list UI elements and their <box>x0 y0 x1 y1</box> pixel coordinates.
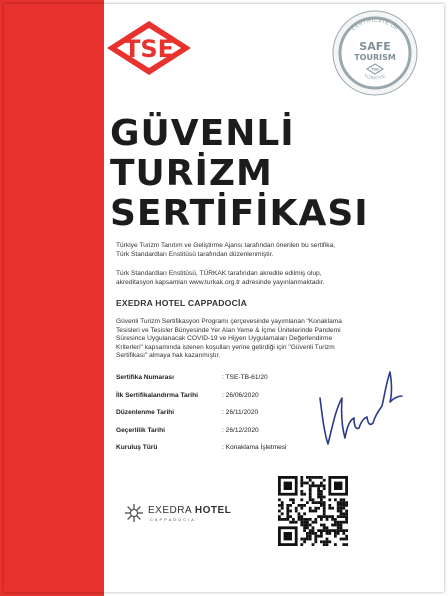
program-line5: Sertifikası" almaya hak kazanmıştır. <box>116 352 221 360</box>
badge-bottom-text: TÜRKİYE <box>363 73 387 81</box>
detail-label: Kuruluş Türü <box>116 444 158 451</box>
detail-label: Düzenlenme Tarihi <box>116 409 175 416</box>
detail-value: : TSE-TB-61/20 <box>222 374 268 381</box>
detail-label: Geçerlilik Tarihi <box>116 427 165 434</box>
program-line4: Kriterleri" kapsamında istenen koşulları yerine getirdiği için "Güvenli Turizm <box>116 343 335 351</box>
exedra-emblem-icon <box>124 503 144 523</box>
signature <box>312 368 404 452</box>
svg-text:TSE: TSE <box>371 66 379 72</box>
logo-word1: EXEDRA <box>148 504 192 516</box>
detail-value: : Konaklama İşletmesi <box>222 444 287 451</box>
qr-code <box>278 476 348 546</box>
intro-paragraph-1 <box>116 242 416 259</box>
badge-line1: SAFE <box>359 40 391 53</box>
tse-logo-text: TSE <box>123 35 175 63</box>
detail-value: : 26/11/2020 <box>222 409 259 416</box>
hotel-name: EXEDRA HOTEL CAPPADOCİA <box>116 298 247 308</box>
certificate-title <box>110 114 369 234</box>
title-line1: GÜVENLİ <box>110 113 295 154</box>
exedra-hotel-logo <box>124 503 231 523</box>
signature-stroke <box>320 372 402 444</box>
intro-paragraph-2 <box>116 270 416 287</box>
card-red-strip <box>4 4 104 592</box>
detail-value: : 26/12/2020 <box>222 427 259 434</box>
badge-line2: TOURISM <box>354 53 396 62</box>
program-line2: Tesisleri ve Tesisler Bünyesinde Yer Alan Yeme & İçme Ünitelerinde Pandemi <box>116 326 341 334</box>
program-paragraph <box>116 318 416 361</box>
title-line3: SERTİFİKASI <box>110 193 369 234</box>
detail-label: Sertifika Numarası <box>116 374 174 381</box>
detail-label: İlk Sertifikalandırma Tarihi <box>116 392 198 399</box>
badge-top-text: CERTIFICATE OF <box>350 17 400 33</box>
intro-p2-line1: Türk Standardları Enstitüsü, TÜRKAK tarafından akredite edilmiş olup, <box>116 270 322 277</box>
logo-word2: HOTEL <box>194 504 232 516</box>
intro-p1-line1: Türkiye Turizm Tanıtım ve Geliştirme Ajansı tarafından önerilen bu sertifika, <box>116 242 336 249</box>
logo-sub: CAPPADOCIA <box>150 516 196 522</box>
safe-tourism-badge <box>330 8 420 98</box>
title-line2: TURİZM <box>110 153 273 194</box>
program-line3: Süresince Uygulanacak COVID-19 ve Hijyen Uygulamaları Değerlendirme <box>116 335 333 343</box>
detail-value: : 26/06/2020 <box>222 392 259 399</box>
qr-modules <box>278 476 348 546</box>
intro-p2-line2: akreditasyon kapsamları www.turkak.org.tr adresinde yayınlanmaktadır. <box>116 278 325 286</box>
tse-logo <box>104 18 194 78</box>
program-line1: Güvenli Turizm Sertifikasyon Programı çerçevesinde yayımlanan "Konaklama <box>116 318 342 325</box>
intro-p1-line2: Türk Standardları Enstitüsü tarafından düzenlenmiştir. <box>116 250 274 258</box>
